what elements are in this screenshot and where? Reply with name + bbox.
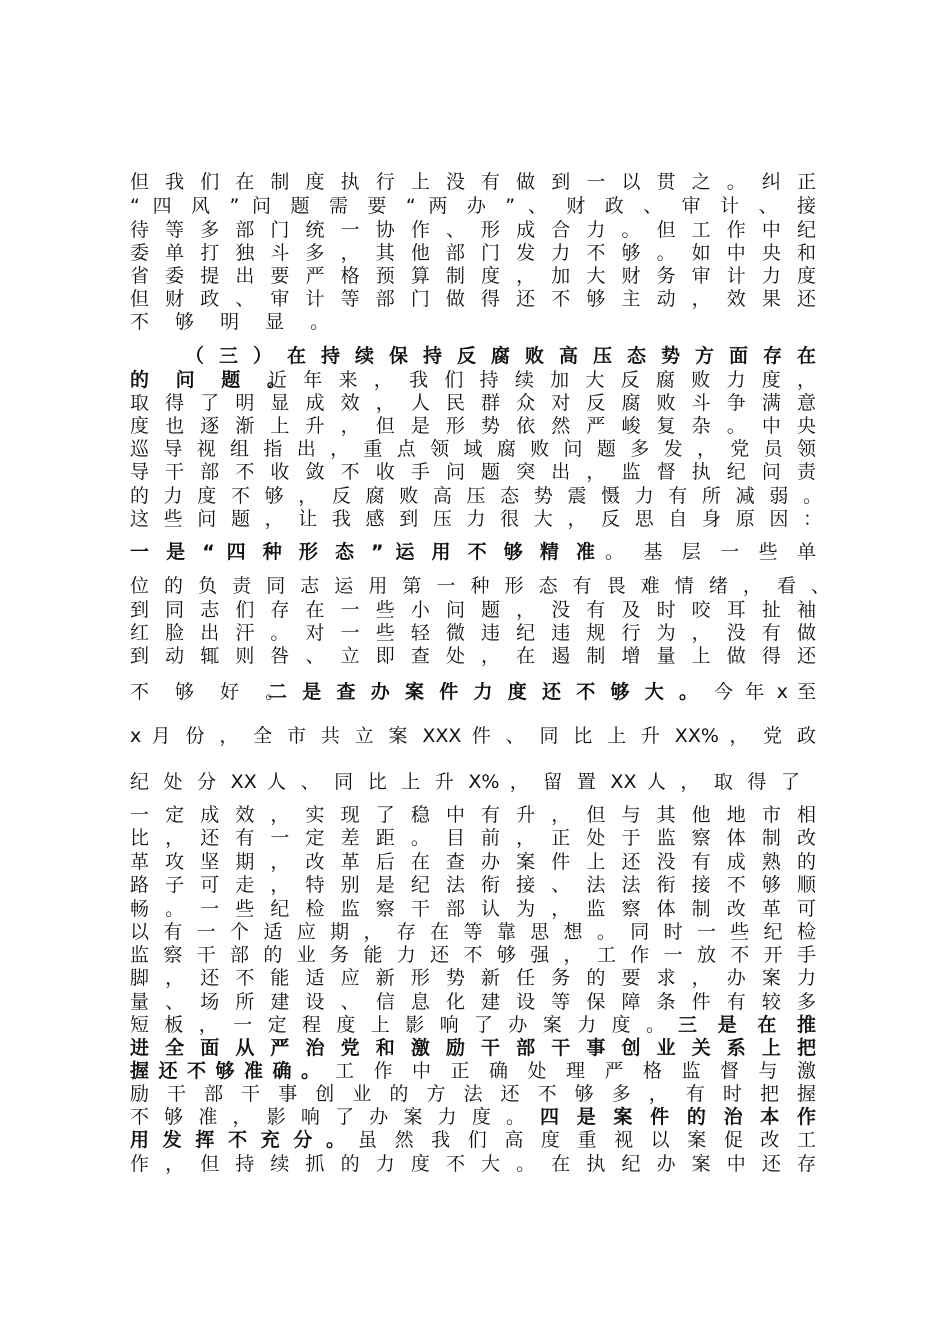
text-line: 红 脸 出 汗 。 对 一 些 轻 微 违 纪 违 规 行 为 ， 没 有 做 xyxy=(130,622,816,644)
text-run: 工 作 中 正 确 处 理 严 格 监 督 与 激 xyxy=(335,1060,816,1082)
bold-run: 一 是 “ 四 种 形 态 ” 运 用 不 够 精 准 xyxy=(130,541,595,563)
text-line: 位 的 负 责 同 志 运 用 第 一 种 形 态 有 畏 难 情 绪 ， 看 、 xyxy=(130,575,830,597)
text-line: 脚 ， 还 不 能 适 应 新 形 势 新 任 务 的 要 求 ， 办 案 力 xyxy=(130,967,816,989)
text-line: x 月 份 ， 全 市 共 立 案 XXX 件 、 同 比 上 升 XX% ， 党 政 xyxy=(130,725,816,747)
text-line: 一 定 成 效 ， 实 现 了 稳 中 有 升 ， 但 与 其 他 地 市 相 xyxy=(130,804,816,826)
text-run: 不 够 好 。 xyxy=(130,681,295,703)
bold-run: 用 发 挥 不 充 分 。 xyxy=(130,1129,345,1151)
text-line: 导 干 部 不 收 敛 不 收 手 问 题 突 出 ， 监 督 执 纪 问 责 xyxy=(130,461,816,483)
text-line: 待 等 多 部 门 统 一 协 作 、 形 成 合 力 。 但 工 作 中 纪 xyxy=(130,219,816,241)
text-run: 近 年 来 ， 我 们 持 续 加 大 反 腐 败 力 度 ， xyxy=(268,369,816,391)
text-line: “ 四 风 ” 问 题 需 要 “ 两 办 ” 、 财 政 、 审 计 、 接 xyxy=(130,195,816,217)
bold-run: 二 是 查 办 案 件 力 度 还 不 够 大 。 xyxy=(268,681,698,703)
text-line: 监 察 干 部 的 业 务 能 力 还 不 够 强 ， 工 作 一 放 不 开 手 xyxy=(130,944,816,966)
text-line: 纪 处 分 XX 人 、 同 比 上 升 X% ， 留 置 XX 人 ， 取 得 了 xyxy=(130,771,800,793)
text-line: 到 动 辄 则 咎 、 立 即 查 处 ， 在 遏 制 增 量 上 做 得 还 xyxy=(130,645,816,667)
text-line: 取 得 了 明 显 成 效 ， 人 民 群 众 对 反 腐 败 斗 争 满 意 xyxy=(130,392,816,414)
text-line: 不 够 明 显 。 xyxy=(130,311,340,333)
text-run: 不 够 准 ， 影 响 了 办 案 力 度 。 xyxy=(130,1106,525,1128)
text-line: 畅 。 一 些 纪 检 监 察 干 部 认 为 ， 监 察 体 制 改 革 可 xyxy=(130,898,816,920)
text-run: 虽 然 我 们 高 度 重 视 以 案 促 改 工 xyxy=(358,1129,816,1151)
bold-run: 握 还 不 够 准 确 。 xyxy=(130,1060,320,1082)
text-line: 革 攻 坚 期 ， 改 革 后 在 查 办 案 件 上 还 没 有 成 熟 的 xyxy=(130,851,816,873)
bold-run: 四 是 案 件 的 治 本 作 xyxy=(540,1106,816,1128)
text-line: 但 我 们 在 制 度 执 行 上 没 有 做 到 一 以 贯 之 。 纠 正 xyxy=(130,171,816,193)
text-run: 今 年 x 至 xyxy=(714,681,816,703)
text-line: 委 单 打 独 斗 多 ， 其 他 部 门 发 力 不 够 。 如 中 央 和 xyxy=(130,242,816,264)
text-line: 这 些 问 题 ， 让 我 感 到 压 力 很 大 ， 反 思 自 身 原 因 ： xyxy=(130,508,822,530)
text-run: 。 基 层 一 些 单 xyxy=(605,541,816,563)
text-line: 以 有 一 个 适 应 期 ， 存 在 等 靠 思 想 。 同 时 一 些 纪 检 xyxy=(130,921,816,943)
text-line: 但 财 政 、 审 计 等 部 门 做 得 还 不 够 主 动 ， 效 果 还 xyxy=(130,288,816,310)
text-line: 比 ， 还 有 一 定 差 距 。 目 前 ， 正 处 于 监 察 体 制 改 xyxy=(130,827,816,849)
section-heading: （ 三 ） 在 持 续 保 持 反 腐 败 高 压 态 势 方 面 存 在 xyxy=(185,345,816,367)
text-line: 量 、 场 所 建 设 、 信 息 化 建 设 等 保 障 条 件 有 较 多 xyxy=(130,991,816,1013)
text-line: 的 力 度 不 够 ， 反 腐 败 高 压 态 势 震 慑 力 有 所 减 弱 。 xyxy=(130,485,822,507)
text-line: 巡 导 视 组 指 出 ， 重 点 领 域 腐 败 问 题 多 发 ， 党 员 领 xyxy=(130,438,816,460)
text-line: 作 ， 但 持 续 抓 的 力 度 不 大 。 在 执 纪 办 案 中 还 存 xyxy=(130,1153,816,1175)
text-line: 励 干 部 干 事 创 业 的 方 法 还 不 够 多 ， 有 时 把 握 xyxy=(130,1083,816,1105)
text-line: 省 委 提 出 要 严 格 预 算 制 度 ， 加 大 财 务 审 计 力 度 xyxy=(130,265,816,287)
text-run: 短 板 ， 一 定 程 度 上 影 响 了 办 案 力 度 。 xyxy=(130,1014,665,1036)
bold-run: 的 问 题 。 xyxy=(130,369,296,391)
text-line: 路 子 可 走 ， 特 别 是 纪 法 衔 接 、 法 法 衔 接 不 够 顺 xyxy=(130,874,816,896)
bold-run: 三 是 在 推 xyxy=(678,1014,816,1036)
text-line: 度 也 逐 渐 上 升 ， 但 是 形 势 依 然 严 峻 复 杂 。 中 央 xyxy=(130,415,816,437)
bold-line: 进 全 面 从 严 治 党 和 激 励 干 部 干 事 创 业 关 系 上 把 xyxy=(130,1037,816,1059)
text-line: 到 同 志 们 存 在 一 些 小 问 题 ， 没 有 及 时 咬 耳 扯 袖 xyxy=(130,599,816,621)
